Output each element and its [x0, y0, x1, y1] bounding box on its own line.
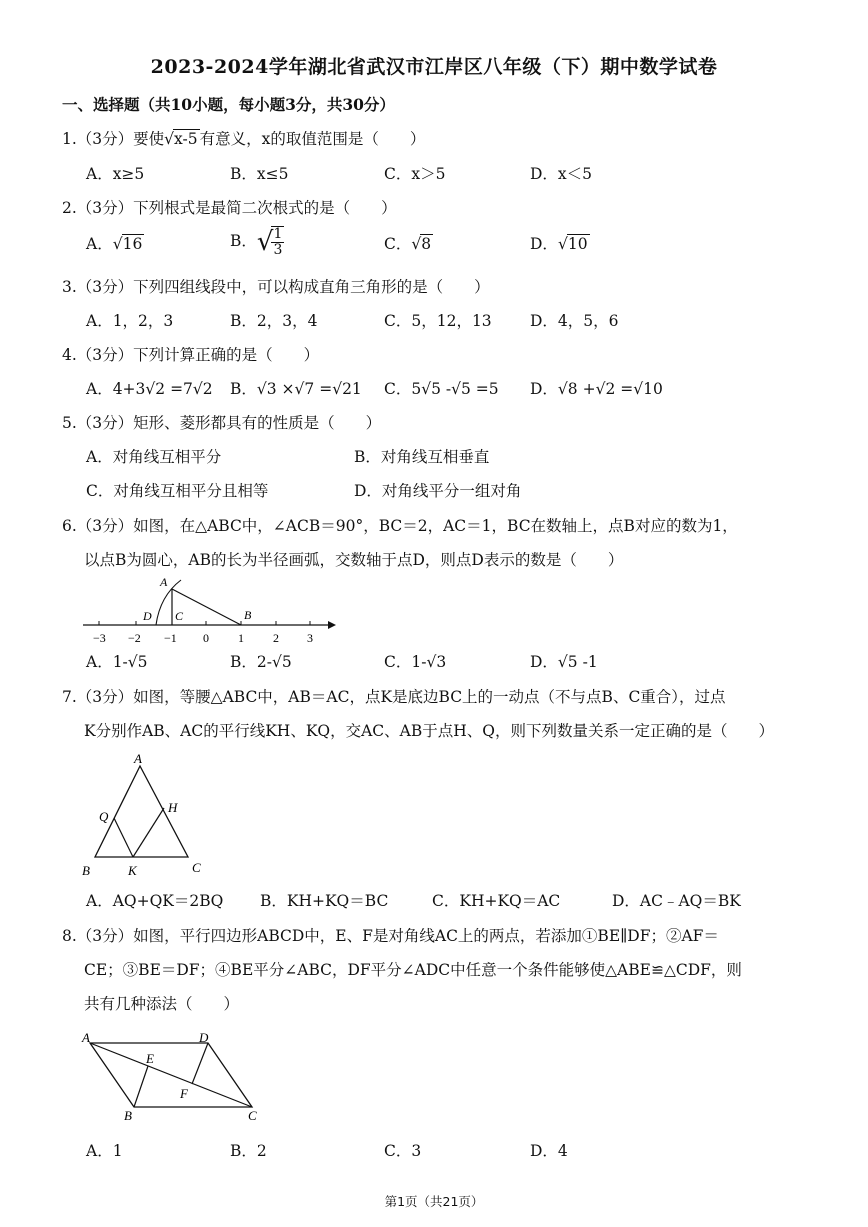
question-5: 5.（3分）矩形、菱形都具有的性质是（ ）	[62, 414, 382, 432]
question-7-line-1: 7.（3分）如图，等腰△ABC中，AB＝AC，点K是底边BC上的一动点（不与点B、C重合），过点	[62, 688, 726, 706]
q1-stem-post: 有意义，x的取值范围是（ ）	[199, 130, 426, 148]
q8-option-b: B．2	[230, 1142, 267, 1160]
sqrt-symbol: √	[112, 235, 123, 253]
label-D: D	[143, 609, 152, 623]
q2-b-fraction	[271, 226, 284, 258]
sqrt-symbol: √	[164, 130, 175, 148]
q8-parallelogram-figure	[78, 1026, 278, 1124]
segment-KQ	[114, 818, 133, 857]
q1-radicand: x-5	[174, 130, 198, 148]
diagonal-AC	[90, 1043, 252, 1107]
q6-option-d: D．√5 -1	[530, 653, 598, 671]
label-B: B	[124, 1108, 132, 1123]
label-F: F	[180, 1086, 188, 1101]
label-H: H	[168, 800, 178, 815]
tick-label: 0	[203, 631, 209, 645]
q2-a-label: A．	[86, 235, 113, 253]
question-8-line-3: 共有几种添法（ ）	[84, 995, 240, 1013]
q2-option-a	[86, 233, 144, 255]
label-Q: Q	[99, 809, 109, 824]
q2-a-radicand: 16	[122, 235, 143, 253]
q1-option-a: A．x≥5	[86, 165, 145, 183]
q7-option-b: B．KH+KQ＝BC	[260, 892, 389, 910]
label-C: C	[192, 860, 201, 875]
q6-option-c: C．1-√3	[384, 653, 447, 671]
q5-option-a: A．对角线互相平分	[86, 448, 222, 466]
sqrt-symbol: √	[256, 227, 274, 257]
q4-option-a: A．4+3√2 =7√2	[86, 380, 213, 398]
label-E: E	[146, 1051, 154, 1066]
q4-option-b: B．√3 ×√7 =√21	[230, 380, 362, 398]
q2-b-label: B．	[230, 232, 257, 250]
page-footer: 第1页（共21页）	[384, 1194, 484, 1209]
tick-label: −3	[93, 631, 106, 645]
tick-label: −1	[164, 631, 177, 645]
q2-b-denominator: 3	[273, 242, 283, 258]
q3-option-b: B．2，3，4	[230, 312, 318, 330]
q4-option-d: D．√8 +√2 =√10	[530, 380, 663, 398]
q1-option-b: B．x≤5	[230, 165, 289, 183]
segment-KH	[133, 808, 164, 857]
sqrt-symbol: √	[557, 235, 568, 253]
label-A: A	[160, 575, 168, 589]
q1-option-d: D．x＜5	[530, 165, 593, 183]
label-A: A	[134, 751, 142, 766]
question-4: 4.（3分）下列计算正确的是（ ）	[62, 346, 320, 364]
q2-c-radicand: 8	[421, 235, 432, 253]
q7-option-d: D．AC﹣AQ＝BK	[612, 892, 741, 910]
question-1	[62, 128, 425, 150]
q3-option-d: D．4，5，6	[530, 312, 619, 330]
label-D: D	[199, 1030, 209, 1045]
question-8-line-1: 8.（3分）如图，平行四边形ABCD中，E、F是对角线AC上的两点，若添加①BE∥DF；②AF＝	[62, 927, 719, 945]
q6-option-a: A．1-√5	[86, 653, 148, 671]
axis-arrow	[328, 621, 336, 629]
q2-option-b	[230, 226, 284, 258]
q7-option-a: A．AQ+QK＝2BQ	[86, 892, 224, 910]
q7-option-c: C．KH+KQ＝AC	[432, 892, 561, 910]
q7-triangle-figure	[78, 748, 218, 880]
q8-option-a: A．1	[86, 1142, 123, 1160]
q6-number-line-figure	[80, 574, 340, 646]
tick-label: 3	[307, 631, 313, 645]
q2-option-c	[384, 233, 433, 255]
tick-label: −2	[128, 631, 141, 645]
question-7-line-2: K分别作AB、AC的平行线KH、KQ，交AC、AB于点H、Q，则下列数量关系一定正确的是（ ）	[84, 722, 774, 740]
q8-option-c: C．3	[384, 1142, 422, 1160]
q1-option-c: C．x＞5	[384, 165, 446, 183]
tick-label: 2	[273, 631, 279, 645]
label-C: C	[248, 1108, 257, 1123]
label-A: A	[82, 1030, 90, 1045]
q2-d-label: D．	[530, 235, 558, 253]
question-3: 3.（3分）下列四组线段中，可以构成直角三角形的是（ ）	[62, 278, 490, 296]
question-6-line-1: 6.（3分）如图，在△ABC中，∠ACB＝90°，BC＝2，AC＝1，BC在数轴上，点B对应的数为1，	[62, 517, 738, 535]
label-B: B	[244, 608, 252, 622]
q6-option-b: B．2-√5	[230, 653, 292, 671]
page-title: 2023-2024学年湖北省武汉市江岸区八年级（下）期中数学试卷	[150, 56, 718, 78]
label-C: C	[175, 609, 184, 623]
question-2: 2.（3分）下列根式是最简二次根式的是（ ）	[62, 199, 397, 217]
q5-option-d: D．对角线平分一组对角	[354, 482, 522, 500]
q1-stem-pre: 1.（3分）要使	[62, 130, 165, 148]
sqrt-symbol: √	[411, 235, 422, 253]
segment-DF	[192, 1043, 208, 1084]
tick-label: 1	[238, 631, 244, 645]
section-heading: 一、选择题（共10小题，每小题3分，共30分）	[62, 95, 395, 114]
question-8-line-2: CE；③BE＝DF；④BE平分∠ABC，DF平分∠ADC中任意一个条件能够使△ABE≌△CDF，则	[84, 961, 742, 979]
q5-option-b: B．对角线互相垂直	[354, 448, 490, 466]
q2-b-numerator: 1	[273, 226, 283, 242]
q2-option-d	[530, 233, 590, 255]
q8-option-d: D．4	[530, 1142, 568, 1160]
label-K: K	[128, 863, 137, 878]
q2-d-radicand: 10	[567, 235, 588, 253]
q4-option-c: C．5√5 -√5 =5	[384, 380, 499, 398]
q3-option-c: C．5，12，13	[384, 312, 492, 330]
q3-option-a: A．1，2，3	[86, 312, 174, 330]
question-6-line-2: 以点B为圆心，AB的长为半径画弧，交数轴于点D，则点D表示的数是（ ）	[84, 551, 624, 569]
segment-BE	[134, 1066, 148, 1107]
q5-option-c: C．对角线互相平分且相等	[86, 482, 269, 500]
q2-c-label: C．	[384, 235, 412, 253]
label-B: B	[82, 863, 90, 878]
